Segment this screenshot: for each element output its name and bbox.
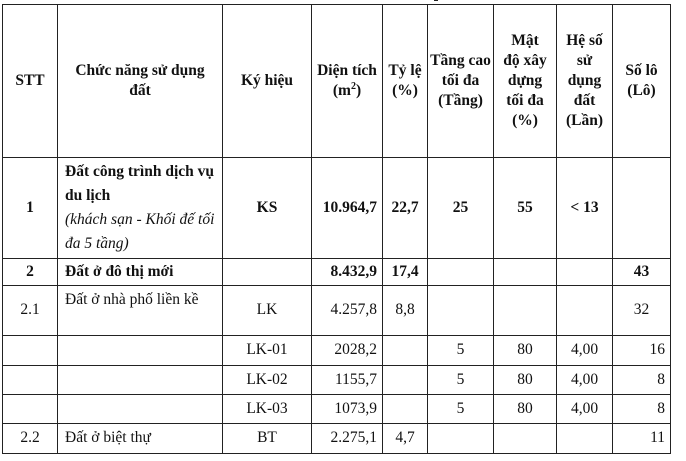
cell-ky-hieu: LK-01 (223, 336, 312, 366)
header-tang-cao: Tầng cao tối đa (Tầng) (428, 5, 494, 158)
cell-chuc-nang: Đất ở đô thị mới (58, 259, 223, 286)
cell-ty-le (383, 395, 428, 424)
cell-stt: 1 (3, 158, 58, 259)
header-so-lo: Số lô (Lô) (613, 5, 671, 158)
header-he-so: Hệ số sử dụng đất (Lần) (557, 5, 613, 158)
cell-ty-le: 8,8 (383, 286, 428, 336)
cell-so-lo: 11 (613, 424, 671, 454)
land-use-table-container (2, 4, 671, 454)
table-row (3, 286, 671, 336)
cell-tang-cao: 5 (428, 366, 494, 395)
header-dien-tich-unit-post: ) (355, 82, 362, 99)
cell-tang-cao: 5 (428, 336, 494, 366)
table-row (3, 259, 671, 286)
cell-chuc-nang (58, 395, 223, 424)
cell-ky-hieu: LK-03 (223, 395, 312, 424)
cell-tang-cao: 5 (428, 395, 494, 424)
cell-ky-hieu: KS (223, 158, 312, 259)
cell-tang-cao (428, 259, 494, 286)
cell-ky-hieu: LK-02 (223, 366, 312, 395)
cell-dien-tich: 10.964,7 (312, 158, 383, 259)
cell-ty-le: 22,7 (383, 158, 428, 259)
header-dien-tich (312, 5, 383, 158)
cell-dien-tich: 1155,7 (312, 366, 383, 395)
cell-chuc-nang-main: Đất công trình dịch vụ du lịch (65, 162, 214, 204)
cell-he-so: < 13 (557, 158, 613, 259)
cell-tang-cao: 25 (428, 158, 494, 259)
table-row (3, 158, 671, 259)
cell-stt: 2 (3, 259, 58, 286)
cell-chuc-nang (58, 158, 223, 259)
cell-stt (3, 336, 58, 366)
cell-he-so: 4,00 (557, 395, 613, 424)
cell-he-so: 4,00 (557, 366, 613, 395)
header-row (3, 5, 671, 158)
cell-dien-tich: 2.275,1 (312, 424, 383, 454)
cell-chuc-nang (58, 366, 223, 395)
land-use-table (2, 4, 671, 454)
cell-mat-do: 80 (494, 336, 557, 366)
cell-ty-le: 17,4 (383, 259, 428, 286)
table-row (3, 336, 671, 366)
cell-dien-tich: 4.257,8 (312, 286, 383, 336)
header-chuc-nang: Chức năng sử dụng đất (58, 5, 223, 158)
cell-stt (3, 395, 58, 424)
cell-stt: 2.2 (3, 424, 58, 454)
cell-he-so (557, 424, 613, 454)
cell-ky-hieu: BT (223, 424, 312, 454)
cell-stt (3, 366, 58, 395)
cell-mat-do: 55 (494, 158, 557, 259)
cell-so-lo: 8 (613, 366, 671, 395)
cell-ky-hieu: LK (223, 286, 312, 336)
cell-chuc-nang: Đất ở nhà phố liền kề (58, 286, 223, 336)
cell-ky-hieu (223, 259, 312, 286)
header-stt: STT (3, 5, 58, 158)
cell-stt: 2.1 (3, 286, 58, 336)
cell-he-so (557, 259, 613, 286)
cell-so-lo (613, 158, 671, 259)
cell-so-lo: 16 (613, 336, 671, 366)
cell-ty-le: 4,7 (383, 424, 428, 454)
header-mat-do: Mật độ xây dựng tối đa (%) (494, 5, 557, 158)
cell-mat-do (494, 259, 557, 286)
cell-chuc-nang: Đất ở biệt thự (58, 424, 223, 454)
cell-chuc-nang-note: (khách sạn - Khối đế tối đa 5 tầng) (65, 211, 215, 253)
cell-ty-le (383, 336, 428, 366)
cell-so-lo: 8 (613, 395, 671, 424)
cell-dien-tich: 8.432,9 (312, 259, 383, 286)
cell-chuc-nang (58, 336, 223, 366)
cell-mat-do (494, 286, 557, 336)
cell-mat-do: 80 (494, 366, 557, 395)
table-row (3, 366, 671, 395)
header-ty-le: Tỷ lệ (%) (383, 5, 428, 158)
table-row (3, 395, 671, 424)
header-dien-tich-unit-pre: (m (332, 82, 351, 99)
cell-dien-tich: 1073,9 (312, 395, 383, 424)
cell-mat-do (494, 424, 557, 454)
cell-mat-do: 80 (494, 395, 557, 424)
cell-tang-cao (428, 424, 494, 454)
header-ky-hieu: Ký hiệu (223, 5, 312, 158)
header-dien-tich-unit-sup: 2 (350, 80, 356, 92)
header-dien-tich-label: Diện tích (317, 61, 377, 79)
table-row (3, 424, 671, 454)
cell-tang-cao (428, 286, 494, 336)
cell-he-so (557, 286, 613, 336)
cell-so-lo: 43 (613, 259, 671, 286)
cell-so-lo: 32 (613, 286, 671, 336)
cell-ty-le (383, 366, 428, 395)
cell-he-so: 4,00 (557, 336, 613, 366)
cell-dien-tich: 2028,2 (312, 336, 383, 366)
